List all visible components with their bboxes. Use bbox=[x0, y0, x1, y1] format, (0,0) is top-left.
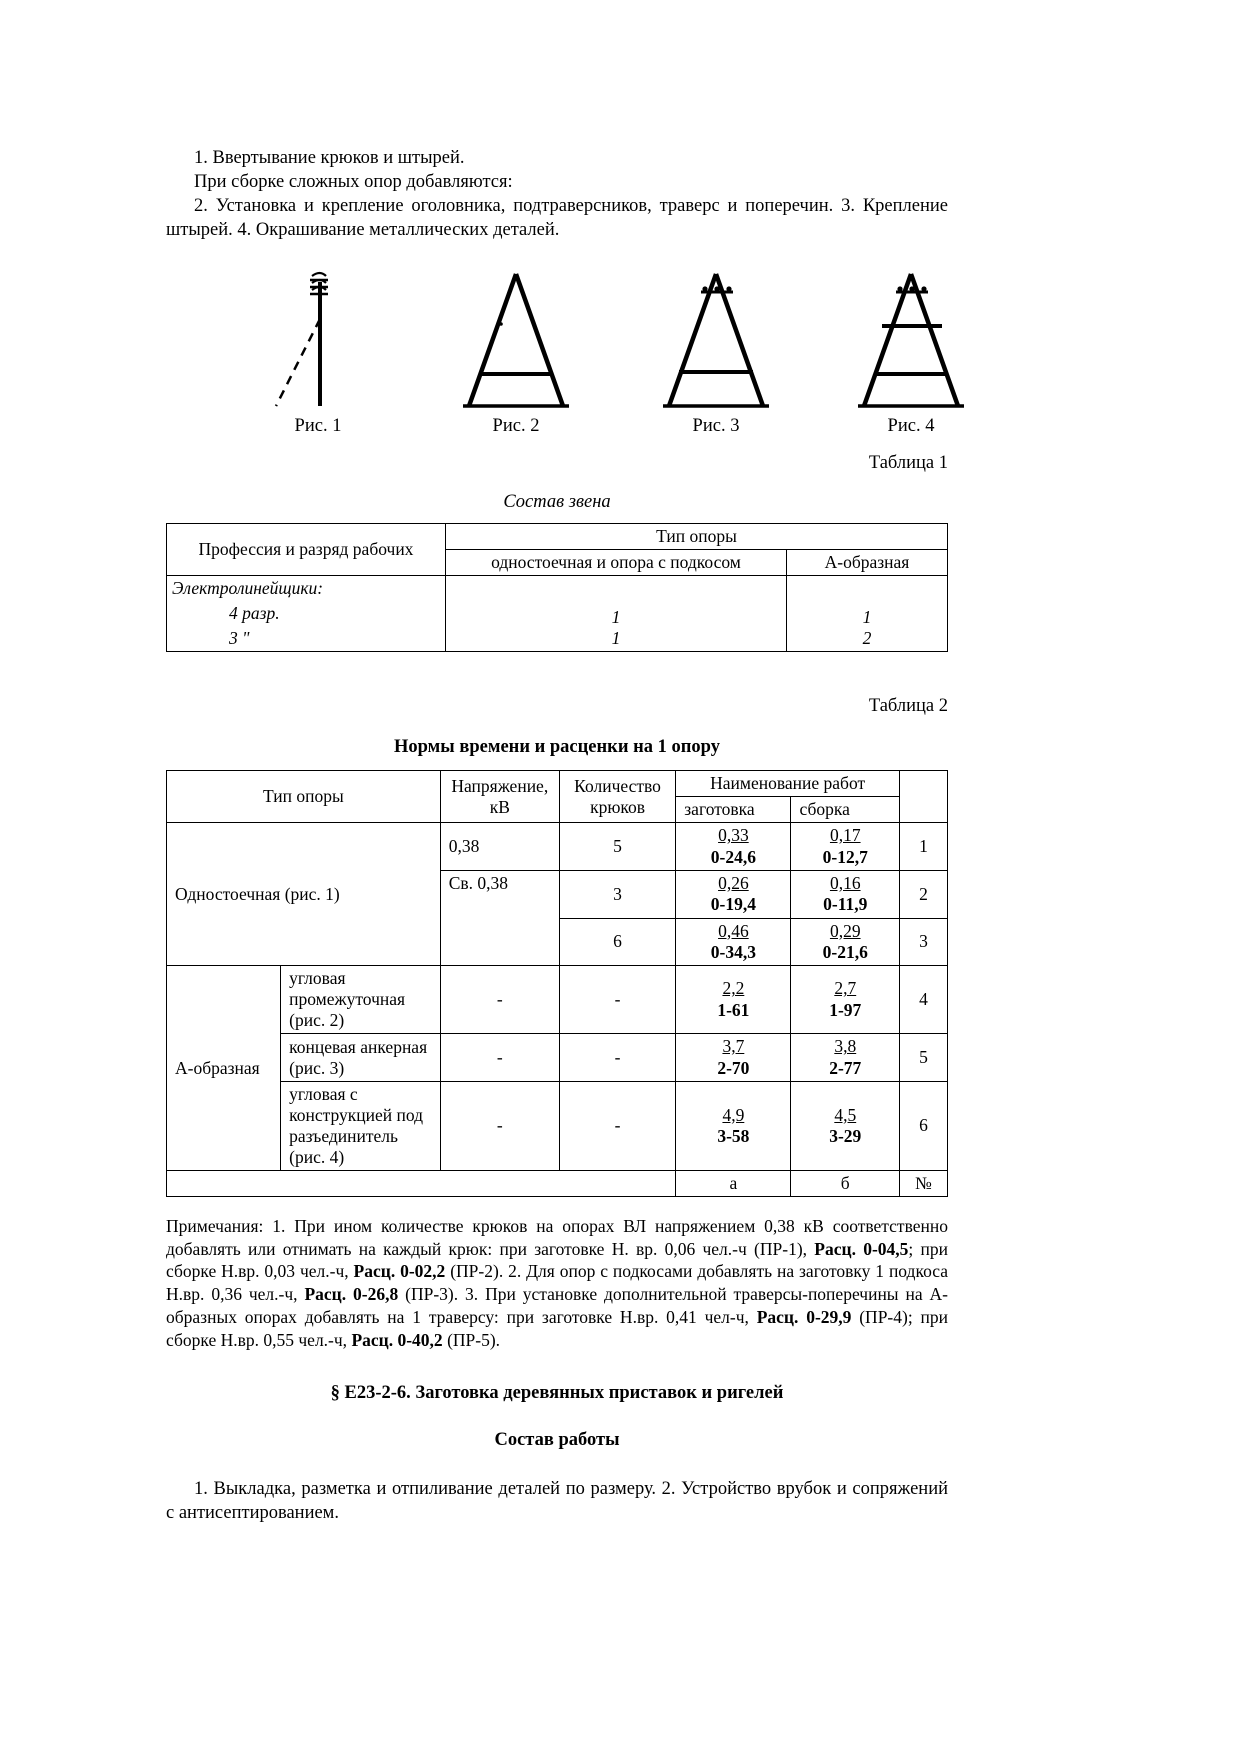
value-bottom: 2-77 bbox=[829, 1057, 862, 1078]
cell-value: 1 bbox=[862, 607, 872, 628]
section-heading: § Е23-2-6. Заготовка деревянных приставок и ригелей bbox=[330, 1383, 784, 1404]
table-row bbox=[167, 576, 948, 602]
cell-voltage: - bbox=[440, 966, 559, 1034]
footer-b: б bbox=[791, 1170, 900, 1196]
table-row bbox=[167, 1034, 948, 1082]
header-support-type: Тип опоры bbox=[446, 524, 948, 550]
cell-value: 1 bbox=[611, 628, 621, 649]
intro-line-1: 1. Ввертывание крюков и штырей. bbox=[194, 148, 465, 168]
value-top: 3,8 bbox=[834, 1036, 857, 1057]
notes-text-4: (ПР-3). 3. При установке дополнительной траверсы-поперечины на А-образных опорах добавлять на 1 траверсу: при заготовке Н.вр. 0,41 чел-ч, bbox=[166, 1284, 948, 1327]
cell-row-number: 2 bbox=[900, 870, 948, 918]
table-squad-composition bbox=[166, 523, 948, 652]
intro-line-2: При сборке сложных опор добавляются: bbox=[194, 172, 513, 193]
cell-type-a-frame: А-образная bbox=[167, 966, 281, 1171]
cell-preparation bbox=[676, 966, 791, 1034]
row-label-rank-3: 3 " bbox=[167, 626, 446, 652]
table-2-title: Нормы времени и расценки на 1 опору bbox=[394, 737, 720, 758]
table-2-label: Таблица 2 bbox=[868, 696, 948, 717]
value-bottom: 0-19,4 bbox=[710, 894, 756, 915]
figures-row bbox=[166, 264, 948, 439]
figure-1 bbox=[218, 264, 418, 437]
cell-subtype: концевая анкерная (рис. 3) bbox=[281, 1034, 441, 1082]
cell-group-col1 bbox=[446, 576, 787, 652]
value-top: 3,7 bbox=[722, 1036, 745, 1057]
cell-value: 1 bbox=[611, 607, 621, 628]
cell-hooks: - bbox=[559, 1034, 675, 1082]
header-assembly: сборка bbox=[791, 797, 900, 823]
value-top: 0,33 bbox=[718, 825, 749, 846]
cell-hooks: 5 bbox=[559, 823, 675, 871]
notes-bold-1: Расц. 0-04,5 bbox=[814, 1238, 909, 1259]
value-top: 0,46 bbox=[718, 920, 749, 941]
cell-row-number: 5 bbox=[900, 1034, 948, 1082]
notes-text-5: (ПР-4); при сборке Н.вр. 0,55 чел.-ч, bbox=[166, 1306, 948, 1350]
notes-bold-3: Расц. 0-26,8 bbox=[304, 1284, 399, 1305]
a-frame-anchor-figure bbox=[651, 264, 781, 414]
cell-row-number: 3 bbox=[900, 918, 948, 966]
cell-assembly bbox=[791, 966, 900, 1034]
notes-bold-4: Расц. 0-29,9 bbox=[756, 1306, 852, 1327]
notes-bold-5: Расц. 0-40,2 bbox=[351, 1329, 443, 1350]
notes-text-6: (ПР-5). bbox=[442, 1329, 501, 1350]
cell-row-number: 1 bbox=[900, 823, 948, 871]
header-profession: Профессия и разряд рабочих bbox=[167, 524, 446, 576]
a-frame-disconnector-figure bbox=[846, 264, 976, 414]
value-bottom: 0-21,6 bbox=[822, 941, 868, 962]
table-row bbox=[167, 823, 948, 871]
cell-voltage: Св. 0,38 bbox=[440, 870, 559, 965]
single-pole-figure bbox=[258, 264, 378, 414]
header-preparation: заготовка bbox=[676, 797, 791, 823]
notes-text-2: ; при сборке Н.вр. 0,03 чел.-ч, bbox=[166, 1238, 949, 1282]
header-support-type: Тип опоры bbox=[167, 771, 441, 823]
table-norms-and-rates bbox=[166, 770, 948, 1197]
cell-type-single-pole: Одностоечная (рис. 1) bbox=[167, 823, 441, 966]
figure-3-caption: Рис. 3 bbox=[692, 416, 740, 437]
cell-preparation bbox=[676, 1034, 791, 1082]
value-top: 0,16 bbox=[829, 872, 861, 893]
notes-paragraph bbox=[166, 1215, 948, 1352]
figure-2-caption: Рис. 2 bbox=[492, 416, 540, 437]
row-label-electricians: Электролинейщики: bbox=[167, 576, 446, 602]
value-bottom: 2-70 bbox=[717, 1057, 750, 1078]
figure-3 bbox=[616, 264, 816, 437]
row-label-rank-4: 4 разр. bbox=[167, 601, 446, 626]
value-bottom: 1-97 bbox=[829, 999, 862, 1020]
value-top: 4,9 bbox=[722, 1104, 745, 1125]
cell-voltage: - bbox=[440, 1034, 559, 1082]
notes-text-1: Примечания: 1. При ином количестве крюков на опорах ВЛ напряжением 0,38 кВ соответственно добавлять или отнимать на каждый крюк: при заготовке Н. вр. 0,06 чел.-ч (ПР-1), bbox=[166, 1215, 948, 1259]
header-number bbox=[900, 771, 948, 823]
value-bottom: 0-12,7 bbox=[822, 846, 868, 867]
cell-assembly bbox=[791, 823, 900, 871]
value-top: 4,5 bbox=[834, 1104, 857, 1125]
header-single-pole: одностоечная и опора с подкосом bbox=[446, 550, 787, 576]
value-top: 0,29 bbox=[829, 920, 861, 941]
cell-assembly bbox=[791, 870, 900, 918]
cell-subtype: угловая с конструкцией под разъединитель (рис. 4) bbox=[281, 1081, 441, 1170]
footer-empty bbox=[167, 1170, 676, 1196]
value-bottom: 3-58 bbox=[717, 1125, 750, 1146]
table-1-label: Таблица 1 bbox=[868, 453, 948, 474]
table-row bbox=[167, 1081, 948, 1170]
table-row bbox=[167, 966, 948, 1034]
footer-a: а bbox=[676, 1170, 791, 1196]
value-top: 2,2 bbox=[722, 978, 745, 999]
figure-4 bbox=[811, 264, 1011, 437]
cell-subtype: угловая промежуточная (рис. 2) bbox=[281, 966, 441, 1034]
page-content bbox=[166, 146, 948, 1526]
table-row bbox=[167, 1170, 948, 1196]
section-body: 1. Выкладка, разметка и отпиливание деталей по размеру. 2. Устройство врубок и сопряжений с антисептированием. bbox=[166, 1479, 948, 1524]
cell-row-number: 6 bbox=[900, 1081, 948, 1170]
cell-assembly bbox=[791, 918, 900, 966]
notes-bold-2: Расц. 0-02,2 bbox=[353, 1261, 446, 1282]
cell-preparation bbox=[676, 870, 791, 918]
a-frame-figure bbox=[451, 264, 581, 414]
value-bottom: 0-24,6 bbox=[710, 846, 756, 867]
figure-4-caption: Рис. 4 bbox=[887, 416, 935, 437]
cell-preparation bbox=[676, 918, 791, 966]
value-bottom: 1-61 bbox=[717, 999, 750, 1020]
notes-text-3: (ПР-2). 2. Для опор с подкосами добавлять на заготовку 1 подкоса Н.вр. 0,36 чел.-ч, bbox=[166, 1261, 949, 1305]
value-top: 2,7 bbox=[834, 978, 857, 999]
cell-assembly bbox=[791, 1081, 900, 1170]
cell-preparation bbox=[676, 823, 791, 871]
header-voltage: Напряжение, кВ bbox=[440, 771, 559, 823]
cell-voltage: 0,38 bbox=[440, 823, 559, 871]
figure-1-caption: Рис. 1 bbox=[294, 416, 342, 437]
header-works-name: Наименование работ bbox=[676, 771, 900, 797]
cell-hooks: 6 bbox=[559, 918, 675, 966]
section-sostav-title: Состав работы bbox=[494, 1430, 620, 1451]
intro-line-3: 2. Установка и крепление оголовника, подтраверсников, траверс и поперечин. 3. Крепление штырей. 4. Окрашивание металлических деталей. bbox=[166, 196, 948, 241]
cell-voltage: - bbox=[440, 1081, 559, 1170]
value-bottom: 0-11,9 bbox=[823, 894, 868, 915]
cell-assembly bbox=[791, 1034, 900, 1082]
table-row bbox=[167, 771, 948, 797]
value-bottom: 0-34,3 bbox=[710, 941, 756, 962]
cell-hooks: - bbox=[559, 966, 675, 1034]
cell-hooks: 3 bbox=[559, 870, 675, 918]
cell-preparation bbox=[676, 1081, 791, 1170]
figure-2 bbox=[416, 264, 616, 437]
value-bottom: 3-29 bbox=[829, 1125, 862, 1146]
table-1-title: Состав звена bbox=[503, 492, 611, 513]
header-hooks-count: Количество крюков bbox=[559, 771, 675, 823]
footer-number: № bbox=[900, 1170, 948, 1196]
table-row bbox=[167, 524, 948, 550]
cell-hooks: - bbox=[559, 1081, 675, 1170]
cell-group-col2 bbox=[787, 576, 948, 652]
cell-row-number: 4 bbox=[900, 966, 948, 1034]
header-a-frame: А-образная bbox=[787, 550, 948, 576]
value-top: 0,26 bbox=[718, 872, 749, 893]
cell-value: 2 bbox=[862, 628, 872, 649]
value-top: 0,17 bbox=[829, 825, 861, 846]
